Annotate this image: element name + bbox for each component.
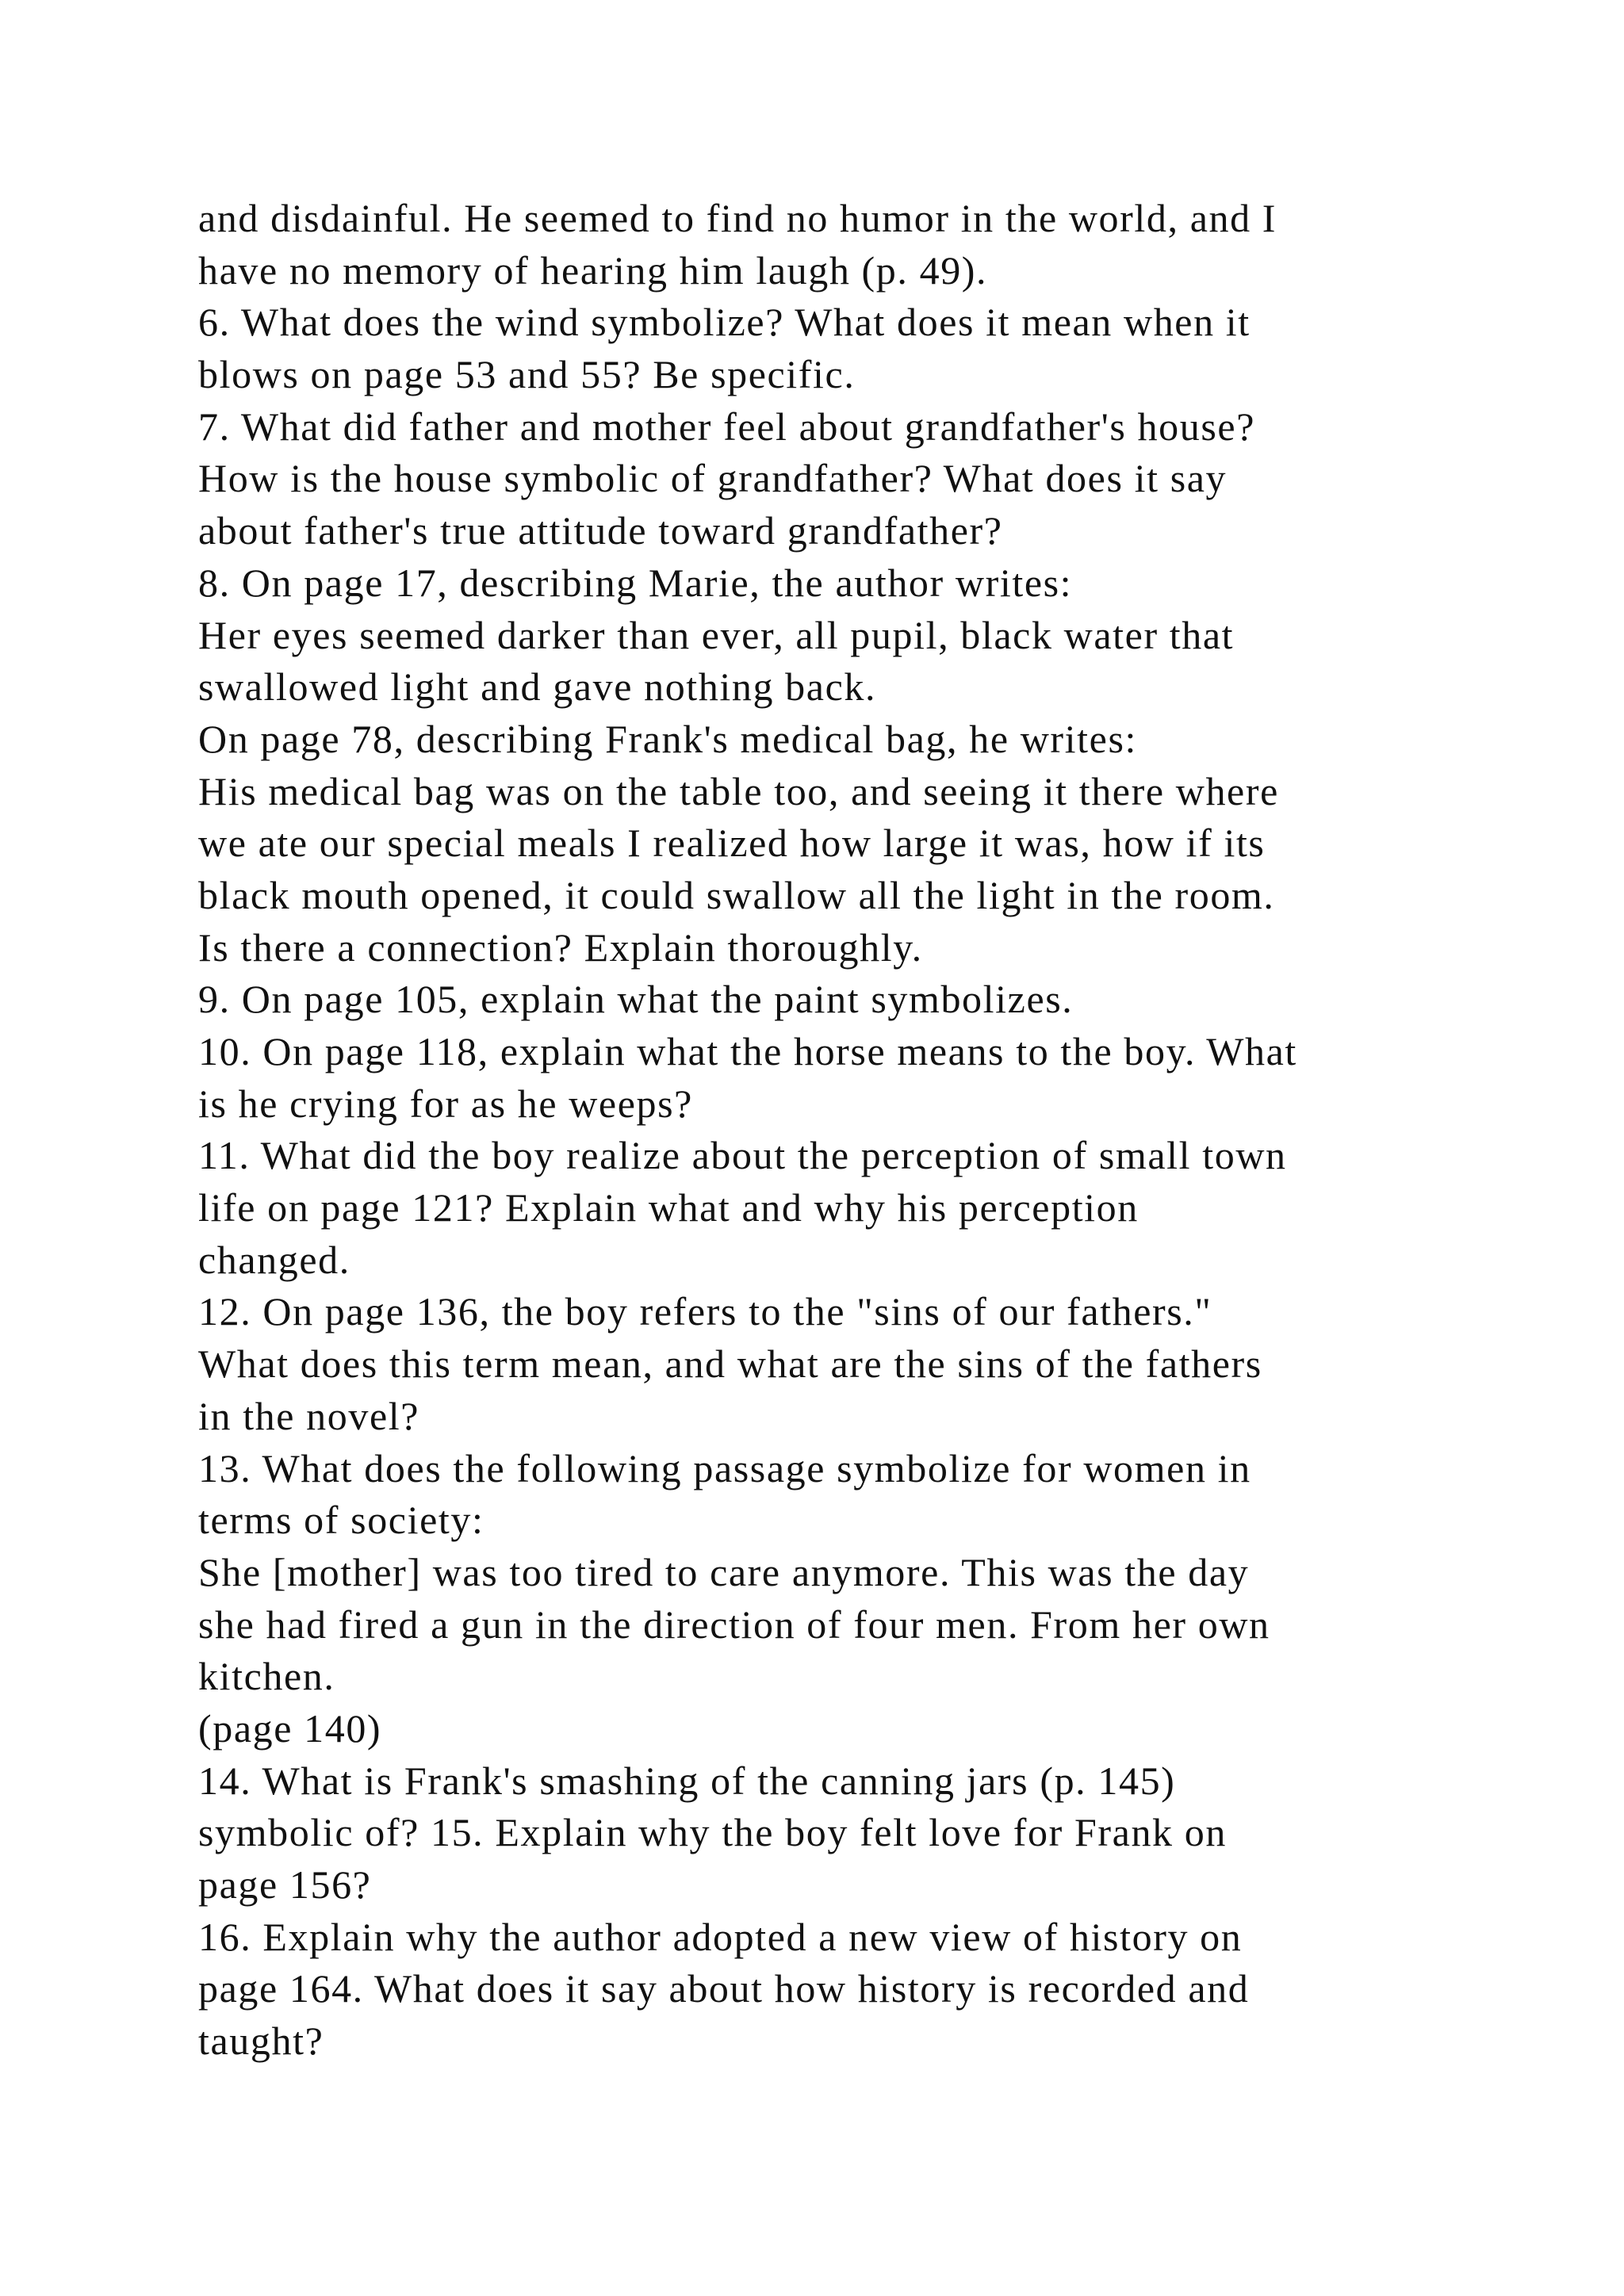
text-line: How is the house symbolic of grandfather? What does it say <box>198 456 1228 501</box>
text-line: life on page 121? Explain what and why his perception <box>198 1185 1139 1230</box>
quote-line: she had fired a gun in the direction of four men. From her own <box>198 1601 1270 1647</box>
text-line: is he crying for as he weeps? <box>198 1081 693 1126</box>
question-14-line: 14. What is Frank's smashing of the canning jars (p. 145) <box>198 1758 1176 1803</box>
question-12-line: 12. On page 136, the boy refers to the "sins of our fathers." <box>198 1289 1212 1334</box>
document-page <box>198 193 1467 2068</box>
question-13-line: 13. What does the following passage symbolize for women in <box>198 1445 1251 1490</box>
quote-line: She [mother] was too tired to care anymore. This was the day <box>198 1549 1250 1594</box>
question-16-line: 16. Explain why the author adopted a new view of history on <box>198 1914 1243 1959</box>
text-line: What does this term mean, and what are the sins of the fathers <box>198 1341 1262 1387</box>
quote-line: kitchen. <box>198 1654 335 1699</box>
text-line: taught? <box>198 2019 324 2064</box>
question-15-line: symbolic of? 15. Explain why the boy felt love for Frank on <box>198 1810 1227 1855</box>
text-line: about father's true attitude toward grandfather? <box>198 508 1003 553</box>
question-6-line: 6. What does the wind symbolize? What does it mean when it <box>198 300 1251 345</box>
question-7-line: 7. What did father and mother feel about grandfather's house? <box>198 404 1255 449</box>
question-11-line: 11. What did the boy realize about the perception of small town <box>198 1133 1287 1178</box>
quote-line: His medical bag was on the table too, and seeing it there where <box>198 768 1279 813</box>
text-line: terms of society: <box>198 1498 485 1543</box>
quote-line: Her eyes seemed darker than ever, all pupil, black water that <box>198 612 1235 657</box>
citation-line: (page 140) <box>198 1705 382 1751</box>
question-8-line: 8. On page 17, describing Marie, the author writes: <box>198 560 1073 605</box>
text-line: changed. <box>198 1237 350 1282</box>
question-10-line: 10. On page 118, explain what the horse means to the boy. What <box>198 1029 1297 1073</box>
text-line: page 164. What does it say about how history is recorded and <box>198 1966 1250 2011</box>
question-9-line: 9. On page 105, explain what the paint symbolizes. <box>198 977 1074 1022</box>
text-line: and disdainful. He seemed to find no humor in the world, and I <box>198 196 1277 240</box>
text-line: Is there a connection? Explain thoroughly. <box>198 924 923 970</box>
text-line: On page 78, describing Frank's medical bag, he writes: <box>198 716 1138 761</box>
quote-line: swallowed light and gave nothing back. <box>198 664 877 710</box>
quote-line: black mouth opened, it could swallow all the light in the room. <box>198 872 1275 917</box>
text-line: in the novel? <box>198 1393 420 1438</box>
quote-line: we ate our special meals I realized how large it was, how if its <box>198 821 1266 866</box>
text-line: blows on page 53 and 55? Be specific. <box>198 352 856 397</box>
text-line: have no memory of hearing him laugh (p. 49). <box>198 247 988 293</box>
text-line: page 156? <box>198 1862 372 1907</box>
